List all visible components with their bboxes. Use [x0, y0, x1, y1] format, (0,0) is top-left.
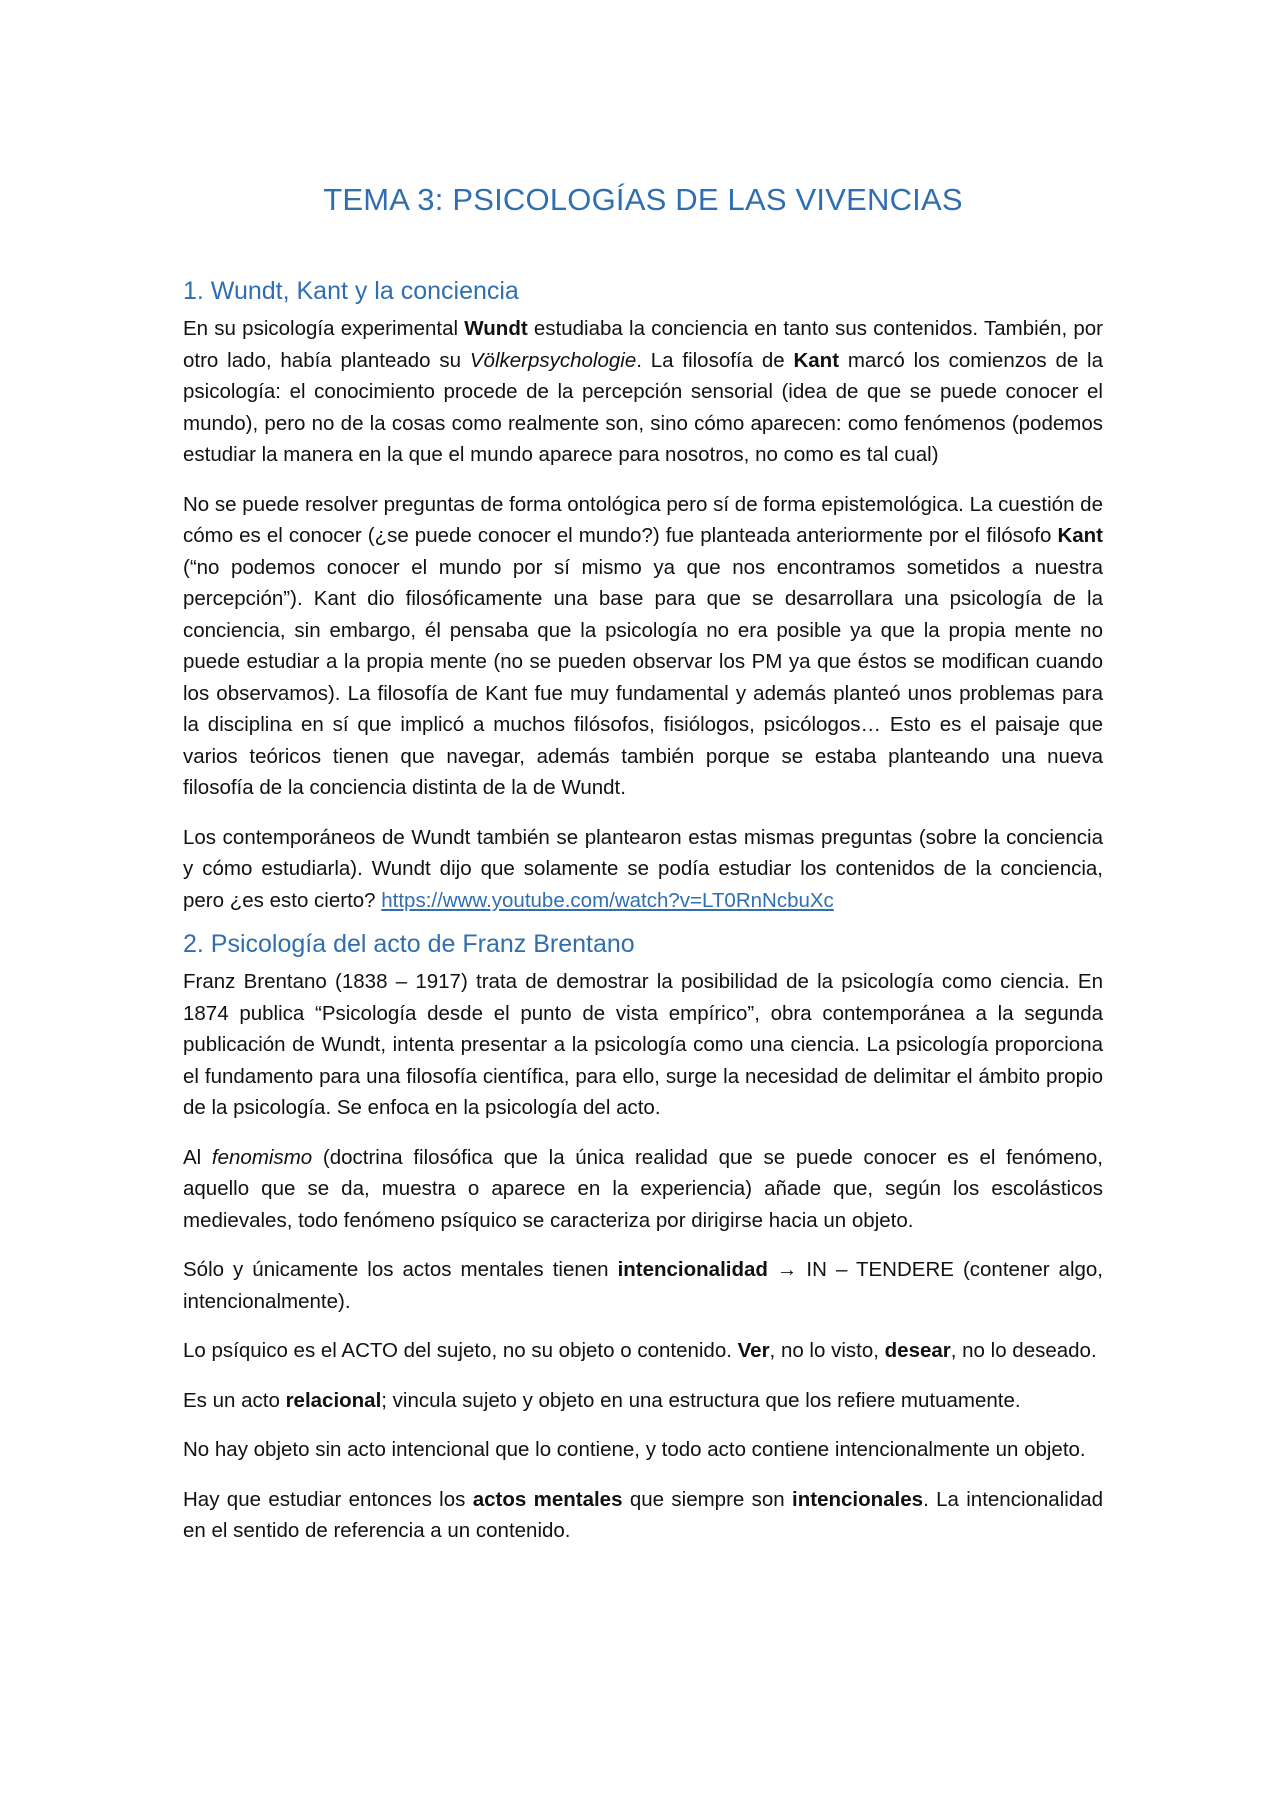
bold-text: relacional	[285, 1388, 382, 1412]
italic-text: fenomismo	[211, 1145, 313, 1169]
text-run: (“no podemos conocer el mundo por sí mismo ya que nos encontramos sometidos a nuestra percepción”). Kant dio filosóficamente una base para que se desarrollara una psicología de la conciencia, sin embargo, él pensaba que la psicología no era posible ya que la propia mente no puede estudiar a la propia mente (no se pueden observar los PM ya que éstos se modifican cuando los observamos). La filosofía de Kant fue muy fundamental y además planteó unos problemas para la disciplina en sí que implicó a muchos filósofos, fisiólogos, psicólogos… Esto es el paisaje que varios teóricos tienen que navegar, además también porque se estaba planteando una nueva filosofía de la conciencia distinta de la de Wundt.	[183, 555, 1103, 799]
text-run: Lo psíquico es el ACTO del sujeto, no su objeto o contenido.	[183, 1339, 738, 1362]
paragraph	[183, 822, 1103, 917]
section-heading: 2. Psicología del acto de Franz Brentano	[183, 930, 635, 958]
document-body	[183, 273, 1103, 1565]
bold-text: desear	[884, 1339, 951, 1362]
text-run: . La filosofía de	[636, 348, 794, 372]
text-run: No hay objeto sin acto intencional que lo contiene, y todo acto contiene intencionalmente un objeto.	[183, 1438, 1086, 1461]
paragraph	[183, 1385, 1103, 1417]
section-wundt-kant	[183, 273, 1103, 916]
text-run: ; vincula sujeto y objeto en una estructura que los refiere mutuamente.	[381, 1388, 1021, 1412]
youtube-link[interactable]: https://www.youtube.com/watch?v=LT0RnNcbuXc	[381, 888, 834, 912]
paragraph	[183, 1335, 1103, 1367]
text-run: No se puede resolver preguntas de forma ontológica pero sí de forma epistemológica. La cuestión de cómo es el conocer (¿se puede conocer el mundo?) fue planteada anteriormente por el filósofo	[183, 492, 1103, 547]
bold-text: intencionalidad	[617, 1258, 768, 1281]
text-run: , no lo visto,	[769, 1339, 885, 1362]
section-heading: 1. Wundt, Kant y la conciencia	[183, 277, 519, 305]
paragraph	[183, 1484, 1103, 1547]
page-title: TEMA 3: PSICOLOGÍAS DE LAS VIVENCIAS	[323, 182, 963, 217]
paragraph	[183, 1434, 1103, 1466]
text-run: que siempre son	[622, 1487, 793, 1511]
text-run: Sólo y únicamente los actos mentales tienen	[183, 1258, 618, 1281]
text-run: , no lo deseado.	[950, 1339, 1097, 1362]
italic-text: Völkerpsychologie	[469, 348, 637, 372]
bold-text: Ver	[737, 1339, 770, 1362]
bold-text: Kant	[793, 348, 840, 372]
text-run: En su psicología experimental	[183, 317, 465, 340]
text-run: marcó los comienzos de la psicología: el conocimiento procede de la percepción sensorial (idea de que se puede conocer el mundo), pero no de la cosas como realmente son, sino cómo aparecen: como fenómenos (podemos estudiar la manera en la que el mundo aparece para nosotros, no como es tal cual)	[183, 348, 1104, 466]
text-run: Los contemporáneos de Wundt también se plantearon estas mismas preguntas (sobre la conciencia y cómo estudiarla). Wundt dijo que solamente se podía estudiar los contenidos de la conciencia, pero ¿es esto cierto?	[183, 825, 1103, 912]
text-run: Es un acto	[183, 1388, 286, 1412]
paragraph	[183, 1142, 1103, 1237]
paragraph	[183, 313, 1103, 471]
bold-text: intencionales	[792, 1487, 924, 1511]
text-run: → IN – TENDERE (contener algo, intencionalmente).	[183, 1258, 1104, 1313]
bold-text: Wundt	[464, 317, 528, 340]
text-run: . La intencionalidad en el sentido de referencia a un contenido.	[183, 1487, 1104, 1542]
text-run: Al	[183, 1145, 212, 1169]
paragraph	[183, 966, 1103, 1124]
bold-text: actos mentales	[472, 1487, 623, 1511]
paragraph	[183, 489, 1103, 804]
text-run: Franz Brentano (1838 – 1917) trata de demostrar la posibilidad de la psicología como ciencia. En 1874 publica “Psicología desde el punto de vista empírico”, obra contemporánea a la segunda publicación de Wundt, intenta presentar a la psicología como una ciencia. La psicología proporciona el fundamento para una filosofía científica, para ello, surge la necesidad de delimitar el ámbito propio de la psicología. Se enfoca en la psicología del acto.	[183, 970, 1103, 1119]
text-run: (doctrina filosófica que la única realidad que se puede conocer es el fenómeno, aquello que se da, muestra o aparece en la experiencia) añade que, según los escolásticos medievales, todo fenómeno psíquico se caracteriza por dirigirse hacia un objeto.	[183, 1145, 1103, 1232]
text-run: Hay que estudiar entonces los	[183, 1487, 473, 1511]
section-brentano	[183, 926, 1103, 1547]
paragraph	[183, 1254, 1103, 1317]
bold-text: Kant	[1057, 524, 1103, 547]
text-run: estudiaba la conciencia en tanto sus contenidos. También, por otro lado, había planteado su	[183, 317, 1103, 372]
